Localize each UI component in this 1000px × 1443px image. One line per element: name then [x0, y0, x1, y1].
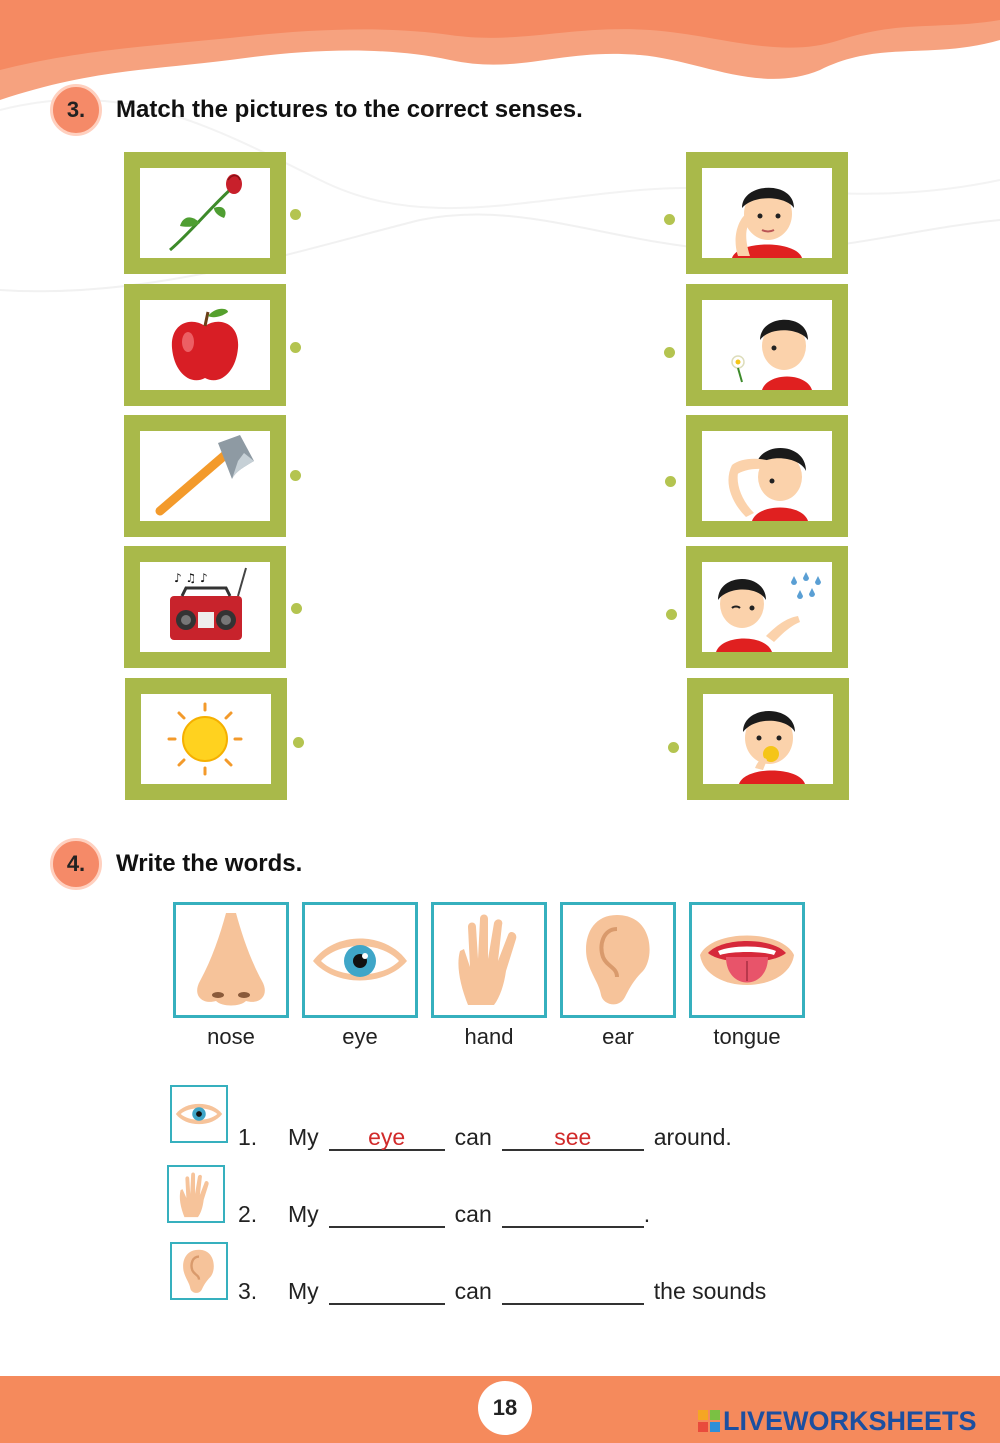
sentence-word: can — [454, 1124, 492, 1150]
word-box-tongue — [689, 902, 805, 1018]
sentence-2-blank-1[interactable] — [329, 1202, 445, 1228]
match-right-dot-5[interactable] — [668, 742, 679, 753]
sentence-ending: around. — [653, 1124, 732, 1150]
sentence-2 — [238, 1201, 650, 1228]
match-right-item-hearing[interactable] — [686, 152, 848, 274]
match-left-dot-3[interactable] — [290, 470, 301, 481]
sentence-1-blank-1[interactable]: eye — [329, 1125, 445, 1151]
match-left-dot-4[interactable] — [291, 603, 302, 614]
section-4-number: 4. — [50, 838, 102, 890]
match-right-item-seeing[interactable] — [686, 415, 848, 537]
match-left-item-radio[interactable] — [124, 546, 286, 668]
eye-icon — [172, 1087, 226, 1141]
match-left-item-rose[interactable] — [124, 152, 286, 274]
sentence-number: 1. — [238, 1124, 258, 1150]
sentence-ending: the sounds — [653, 1278, 767, 1304]
liveworksheets-logo-icon — [698, 1410, 720, 1432]
boy-feeling-rain-icon — [702, 562, 832, 652]
axe-icon — [140, 431, 270, 521]
sentence-word: can — [454, 1278, 492, 1304]
word-label-eye: eye — [342, 1024, 378, 1049]
section-3-title: Match the pictures to the correct senses. — [116, 96, 583, 123]
tongue-icon — [692, 905, 802, 1015]
sentence-word: My — [288, 1124, 319, 1150]
match-left-dot-2[interactable] — [290, 342, 301, 353]
sentence-number: 3. — [238, 1278, 258, 1304]
match-right-dot-2[interactable] — [664, 347, 675, 358]
nose-icon — [176, 905, 286, 1015]
hand-icon — [169, 1167, 223, 1221]
sentence-number: 2. — [238, 1201, 258, 1227]
sentence-3 — [238, 1278, 766, 1305]
brand-logo[interactable] — [698, 1404, 977, 1438]
boy-smelling-icon — [702, 300, 832, 390]
sentence-3-blank-2[interactable] — [502, 1279, 644, 1305]
match-left-item-apple[interactable] — [124, 284, 286, 406]
sentence-1 — [238, 1124, 732, 1151]
match-right-dot-4[interactable] — [666, 609, 677, 620]
section-3-number: 3. — [50, 84, 102, 136]
sun-icon — [141, 694, 271, 784]
eye-icon — [305, 905, 415, 1015]
apple-icon — [140, 300, 270, 390]
match-right-item-tasting[interactable] — [687, 678, 849, 800]
match-right-item-smelling[interactable] — [686, 284, 848, 406]
sentence-word: can — [454, 1201, 492, 1227]
brand-text: LIVEWORKSHEETS — [723, 1405, 977, 1436]
sentence-word: My — [288, 1278, 319, 1304]
boy-hearing-icon — [702, 168, 832, 258]
radio-icon — [140, 562, 270, 652]
sentence-3-image — [170, 1242, 228, 1300]
match-right-dot-3[interactable] — [665, 476, 676, 487]
sentence-1-blank-2[interactable]: see — [502, 1125, 644, 1151]
word-box-eye — [302, 902, 418, 1018]
sentence-ending: . — [643, 1201, 651, 1227]
match-left-item-sun[interactable] — [125, 678, 287, 800]
ear-icon — [172, 1244, 226, 1298]
sentence-1-image — [170, 1085, 228, 1143]
sentence-2-image — [167, 1165, 225, 1223]
sentence-3-blank-1[interactable] — [329, 1279, 445, 1305]
sentence-word: My — [288, 1201, 319, 1227]
word-label-nose: nose — [207, 1024, 255, 1049]
sentence-2-blank-2[interactable] — [502, 1202, 644, 1228]
word-box-ear — [560, 902, 676, 1018]
hand-icon — [434, 905, 544, 1015]
ear-icon — [563, 905, 673, 1015]
boy-tasting-icon — [703, 694, 833, 784]
match-left-dot-5[interactable] — [293, 737, 304, 748]
word-box-hand — [431, 902, 547, 1018]
section-3-header — [50, 84, 583, 136]
word-box-nose — [173, 902, 289, 1018]
word-label-tongue: tongue — [713, 1024, 781, 1049]
rose-icon — [140, 168, 270, 258]
match-left-dot-1[interactable] — [290, 209, 301, 220]
section-4-title: Write the words. — [116, 850, 303, 877]
match-right-dot-1[interactable] — [664, 214, 675, 225]
word-label-hand: hand — [464, 1024, 514, 1049]
boy-seeing-icon — [702, 431, 832, 521]
match-right-item-feeling[interactable] — [686, 546, 848, 668]
match-left-item-axe[interactable] — [124, 415, 286, 537]
page-number: 18 — [478, 1381, 532, 1435]
section-4-header — [50, 838, 302, 890]
word-label-ear: ear — [602, 1024, 634, 1049]
svg-text:♪ ♫ ♪: ♪ ♫ ♪ — [174, 571, 208, 585]
